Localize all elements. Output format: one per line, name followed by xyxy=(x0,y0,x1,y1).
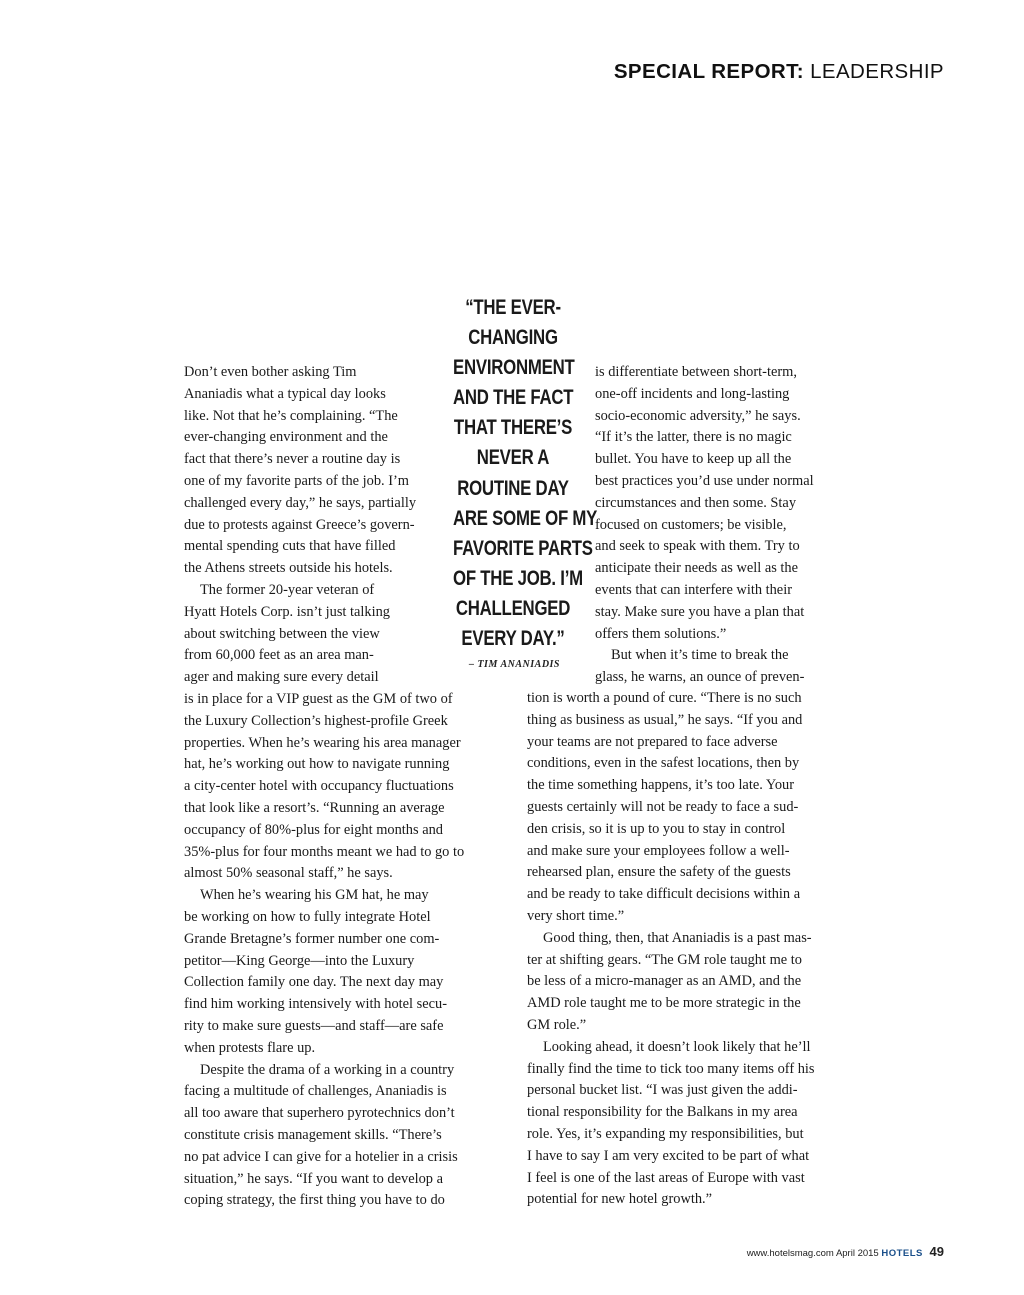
text-line: bullet. You have to keep up all the xyxy=(595,451,792,468)
text-line: best practices you’d use under normal xyxy=(595,473,814,489)
text-line: Collection family one day. The next day may xyxy=(184,974,444,991)
text-line: one of my favorite parts of the job. I’m xyxy=(184,473,409,489)
pull-quote-line: THAT THERE’S xyxy=(453,416,573,440)
text-line: hat, he’s working out how to navigate running xyxy=(184,756,450,773)
pull-quote-line: ROUTINE DAY xyxy=(457,476,569,500)
text-line: a city-center hotel with occupancy fluctuations xyxy=(184,778,454,795)
text-line: coping strategy, the first thing you have to do xyxy=(184,1192,445,1209)
footer-magazine: HOTELS xyxy=(881,1248,923,1259)
text-line: about switching between the view xyxy=(184,625,380,642)
text-line: Don’t even bother asking Tim xyxy=(184,364,357,380)
pull-quote-line: ENVIRONMENT xyxy=(453,356,575,380)
pull-quote-line: “THE EVER- xyxy=(465,296,561,319)
section-header-bold: SPECIAL REPORT: xyxy=(613,60,805,83)
text-line: from 60,000 feet as an area man- xyxy=(184,647,374,664)
text-line: Grande Bretagne’s former number one com- xyxy=(184,930,440,947)
text-line: due to protests against Greece’s govern- xyxy=(184,516,415,533)
text-line: When he’s wearing his GM hat, he may xyxy=(200,887,429,904)
text-line: 35%-plus for four months meant we had to go to xyxy=(184,843,465,860)
text-line: conditions, even in the safest locations, then by xyxy=(527,755,800,772)
text-line: the Luxury Collection’s highest-profile Greek xyxy=(184,712,448,729)
text-line: situation,” he says. “If you want to develop a xyxy=(184,1170,443,1187)
text-line: and be ready to take difficult decisions within a xyxy=(527,886,801,903)
text-line: and seek to speak with them. Try to xyxy=(595,538,800,555)
text-line: anticipate their needs as well as the xyxy=(595,560,798,577)
text-line: ever-changing environment and the xyxy=(184,429,388,446)
text-line: personal bucket list. “I was just given the addi- xyxy=(527,1082,798,1099)
text-line: finally find the time to tick too many items off his xyxy=(527,1060,815,1077)
pull-quote-line: EVERY DAY.” xyxy=(461,627,565,651)
text-line: ager and making sure every detail xyxy=(184,669,379,686)
text-line: occupancy of 80%-plus for eight months and xyxy=(184,821,443,838)
page-footer xyxy=(640,1244,944,1259)
text-line: den crisis, so it is up to you to stay in control xyxy=(527,820,786,837)
text-line: your teams are not prepared to face adverse xyxy=(527,733,778,750)
text-line: focused on customers; be visible, xyxy=(595,516,787,533)
text-line: challenged every day,” he says, partially xyxy=(184,494,417,511)
text-line: like. Not that he’s complaining. “The xyxy=(184,407,398,424)
text-line: mental spending cuts that have filled xyxy=(184,538,396,555)
article-column-2-bottom xyxy=(527,688,857,1218)
text-line: the time something happens, it’s too late. Your xyxy=(527,777,795,794)
text-line: when protests flare up. xyxy=(184,1039,316,1056)
pull-quote-line: FAVORITE PARTS xyxy=(453,536,593,560)
text-line: the Athens streets outside his hotels. xyxy=(184,560,393,577)
text-line: ter at shifting gears. “The GM role taught me to xyxy=(527,951,802,968)
text-line: I feel is one of the last areas of Europe with vast xyxy=(527,1169,805,1186)
text-line: rity to make sure guests—and staff—are safe xyxy=(184,1018,444,1034)
text-line: events that can interfere with their xyxy=(595,582,792,598)
text-line: guests certainly will not be ready to face a sud- xyxy=(527,799,799,815)
pull-quote-line: NEVER A xyxy=(476,446,550,470)
text-line: be less of a micro-manager as an AMD, and the xyxy=(527,973,802,990)
text-line: petitor—King George—into the Luxury xyxy=(184,952,415,969)
text-line: glass, he warns, an ounce of preven- xyxy=(595,669,805,686)
text-line: AMD role taught me to be more strategic in the xyxy=(527,995,801,1012)
pull-quote-line: CHALLENGED xyxy=(455,596,571,620)
text-line: potential for new hotel growth.” xyxy=(527,1191,713,1208)
text-line: “If it’s the latter, there is no magic xyxy=(595,429,792,446)
section-header-topic: LEADERSHIP xyxy=(804,60,944,83)
text-line: tional responsibility for the Balkans in my area xyxy=(527,1104,798,1121)
text-line: very short time.” xyxy=(527,908,625,924)
text-line: find him working intensively with hotel secu- xyxy=(184,996,447,1013)
pull-quote-line: AND THE FACT xyxy=(453,386,574,410)
footer-url: www.hotelsmag.com xyxy=(746,1248,834,1259)
page-number: 49 xyxy=(929,1244,944,1259)
text-line: properties. When he’s wearing his area manager xyxy=(184,734,461,751)
text-line: fact that there’s never a routine day is xyxy=(184,451,401,468)
text-line: But when it’s time to break the xyxy=(611,647,789,664)
text-line: circumstances and then some. Stay xyxy=(595,494,797,511)
text-line: is in place for a VIP guest as the GM of two of xyxy=(184,691,453,707)
text-line: one-off incidents and long-lasting xyxy=(595,385,790,402)
text-line: and make sure your employees follow a well- xyxy=(527,842,790,859)
text-line: constitute crisis management skills. “There’s xyxy=(184,1127,442,1143)
text-line: that look like a resort’s. “Running an average xyxy=(184,800,445,816)
section-header xyxy=(520,60,944,84)
text-line: stay. Make sure you have a plan that xyxy=(595,603,805,620)
pull-quote xyxy=(438,293,598,654)
text-line: is differentiate between short-term, xyxy=(595,364,797,380)
pull-quote-line: OF THE JOB. I’M xyxy=(453,566,583,590)
text-line: Ananiadis what a typical day looks xyxy=(184,385,386,402)
text-line: be working on how to fully integrate Hotel xyxy=(184,909,431,925)
text-line: tion is worth a pound of cure. “There is no such xyxy=(527,690,802,706)
pull-quote-line: ARE SOME OF MY xyxy=(453,506,598,530)
text-line: facing a multitude of challenges, Ananiadis is xyxy=(184,1083,447,1100)
text-line: rehearsed plan, ensure the safety of the guests xyxy=(527,864,791,881)
text-line: socio-economic adversity,” he says. xyxy=(595,407,801,424)
pull-quote-line: CHANGING xyxy=(468,326,558,350)
text-line: Good thing, then, that Ananiadis is a past mas- xyxy=(543,929,812,946)
text-line: GM role.” xyxy=(527,1017,587,1033)
text-line: Hyatt Hotels Corp. isn’t just talking xyxy=(184,603,390,620)
text-line: all too aware that superhero pyrotechnics don’t xyxy=(184,1105,455,1122)
text-line: Looking ahead, it doesn’t look likely that he’ll xyxy=(543,1038,811,1055)
article-column-2-top xyxy=(595,362,855,692)
text-line: almost 50% seasonal staff,” he says. xyxy=(184,865,393,882)
text-line: I have to say I am very excited to be part of what xyxy=(527,1147,810,1164)
text-line: thing as business as usual,” he says. “If you and xyxy=(527,711,803,728)
text-line: Despite the drama of a working in a country xyxy=(200,1061,455,1078)
pull-quote-attribution: – TIM ANANIADIS xyxy=(468,659,560,670)
text-line: role. Yes, it’s expanding my responsibilities, but xyxy=(527,1126,804,1142)
footer-date: April 2015 xyxy=(835,1248,879,1259)
text-line: The former 20-year veteran of xyxy=(200,582,375,598)
text-line: no pat advice I can give for a hotelier in a crisis xyxy=(184,1148,458,1165)
text-line: offers them solutions.” xyxy=(595,625,727,642)
